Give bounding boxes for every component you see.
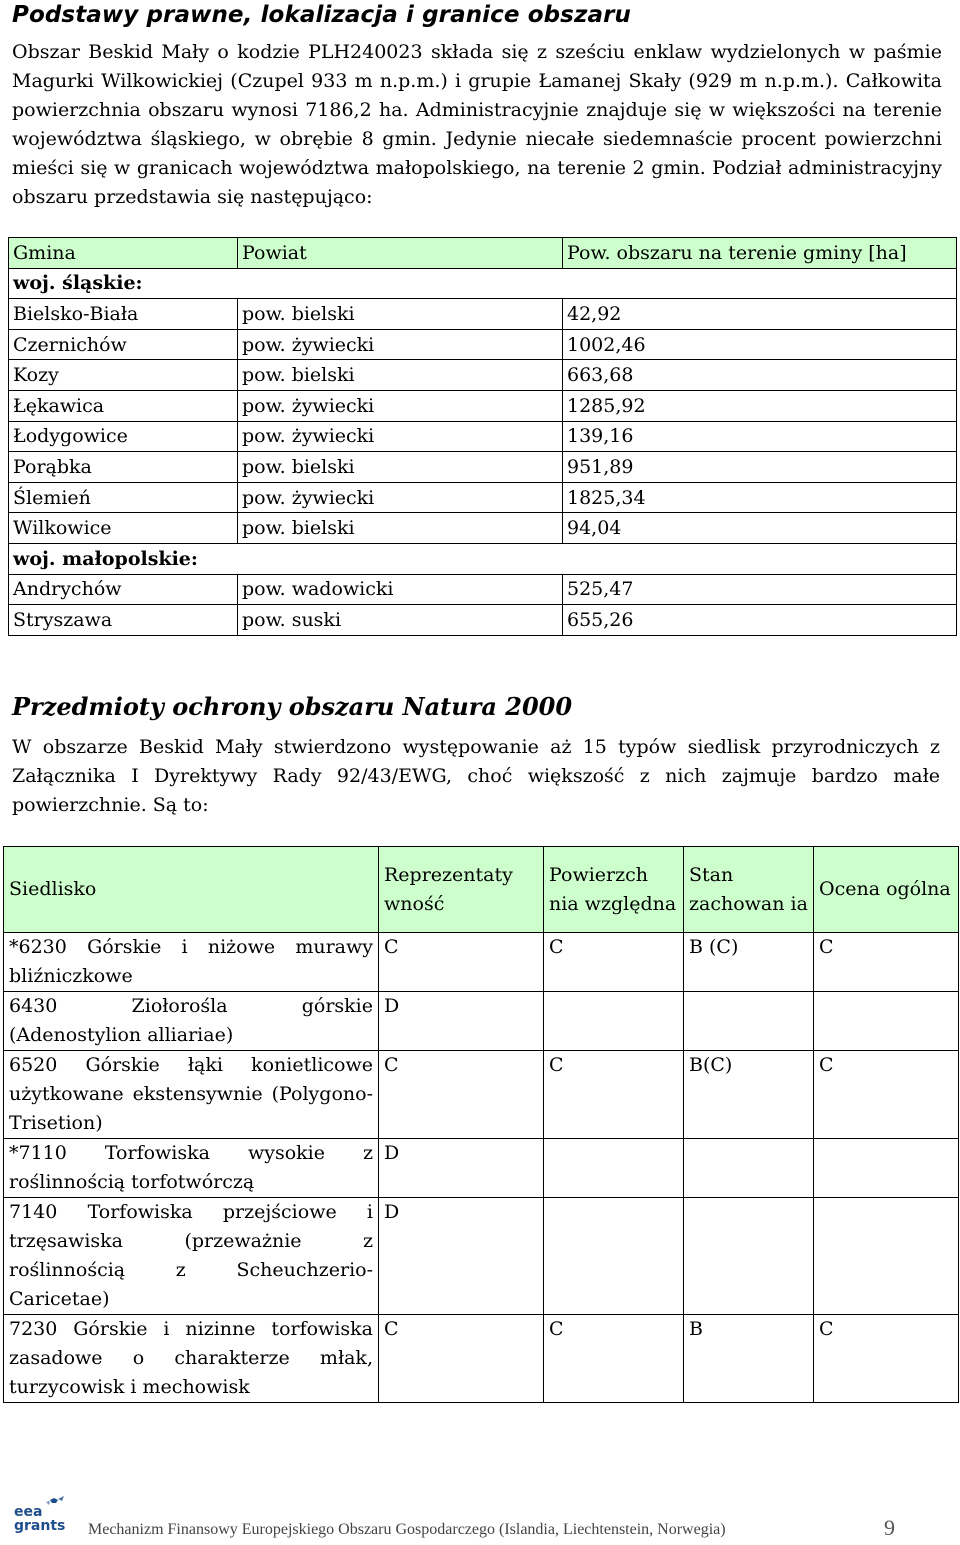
cell-powiat: pow. żywiecki [238,482,563,513]
cell-habitat: 6520 Górskie łąki konietlicowe użytkowane ekstensywnie (Polygono-Trisetion) [4,1051,379,1139]
table-row [9,390,957,421]
cell-gmina: Stryszawa [9,605,238,636]
svg-text:grants: grants [14,1518,66,1534]
cell-global [814,1139,959,1198]
cell-global: C [814,1051,959,1139]
cell-conservation: B (C) [684,933,814,992]
cell-powiat: pow. suski [238,605,563,636]
cell-relative-area: C [544,933,684,992]
cell-area: 525,47 [563,574,957,605]
cell-powiat: pow. bielski [238,513,563,544]
table-row [4,992,959,1051]
table-header-row [9,238,957,269]
cell-powiat: pow. żywiecki [238,329,563,360]
cell-conservation: B(C) [684,1051,814,1139]
table-row [4,1139,959,1198]
cell-area: 951,89 [563,452,957,483]
cell-area: 94,04 [563,513,957,544]
cell-powiat: pow. wadowicki [238,574,563,605]
cell-habitat: 7230 Górskie i nizinne torfowiska zasadowe o charakterze młak, turzycowisk i mechowisk [4,1315,379,1403]
table-row [9,605,957,636]
cell-conservation [684,992,814,1051]
table-row [9,299,957,330]
header-global: Ocena ogólna [814,847,959,933]
cell-conservation: B [684,1315,814,1403]
section-title-legal-basis: Podstawy prawne, lokalizacja i granice obszaru [12,2,631,28]
cell-habitat: *6230 Górskie i niżowe murawy bliźniczkowe [4,933,379,992]
cell-habitat: 7140 Torfowiska przejściowe i trzęsawiska (przeważnie z roślinnością z Scheuchzerio-Caricetae) [4,1198,379,1315]
header-representativity: Reprezentaty wność [379,847,544,933]
cell-representativity: D [379,1198,544,1315]
cell-area: 655,26 [563,605,957,636]
intro-paragraph: Obszar Beskid Mały o kodzie PLH240023 składa się z sześciu enklaw wydzielonych w paśmie Magurki Wilkowickiej (Czupel 933 m n.p.m.) i grupie Łamanej Skały (929 m n.p.m.). Całkowita powierzchnia obszaru wynosi 7186,2 ha. Administracyjnie znajduje się w większości na terenie województwa śląskiego, w obrębie 8 gmin. Jedynie niecałe siedemnaście procent powierzchni mieści się w granicach województwa małopolskiego, na terenie 2 gmin. Podział administracyjny obszaru przedstawia się następująco: [12,41,942,208]
cell-relative-area [544,992,684,1051]
table-row [4,933,959,992]
cell-gmina: Kozy [9,360,238,391]
cell-gmina: Ślemień [9,482,238,513]
header-habitat: Siedlisko [4,847,379,933]
eea-grants-logo [12,1496,82,1534]
header-relative-area: Powierzch nia względna [544,847,684,933]
table-row [4,1198,959,1315]
cell-habitat: 6430 Ziołorośla górskie (Adenostylion alliariae) [4,992,379,1051]
habitat-table [3,846,959,1403]
cell-relative-area: C [544,1315,684,1403]
cell-gmina: Łodygowice [9,421,238,452]
admin-division-table [8,237,957,636]
cell-powiat: pow. bielski [238,299,563,330]
table-row [4,1315,959,1403]
cell-powiat: pow. bielski [238,360,563,391]
cell-area: 663,68 [563,360,957,391]
cell-global [814,1198,959,1315]
table-row [9,482,957,513]
cell-gmina: Andrychów [9,574,238,605]
svg-text:eea: eea [14,1504,43,1520]
group-label: woj. małopolskie: [9,543,957,574]
table-row [9,421,957,452]
cell-gmina: Bielsko-Biała [9,299,238,330]
table-header-row [4,847,959,933]
cell-powiat: pow. bielski [238,452,563,483]
cell-representativity: C [379,1315,544,1403]
cell-powiat: pow. żywiecki [238,390,563,421]
cell-representativity: D [379,992,544,1051]
cell-global: C [814,1315,959,1403]
table-row [9,360,957,391]
cell-representativity: C [379,1051,544,1139]
cell-representativity: D [379,1139,544,1198]
cell-relative-area [544,1139,684,1198]
group-row-slaskie [9,268,957,299]
table-row [9,329,957,360]
group-row-malopolskie [9,543,957,574]
cell-gmina: Wilkowice [9,513,238,544]
cell-conservation [684,1139,814,1198]
section-title-protection: Przedmioty ochrony obszaru Natura 2000 [12,692,573,721]
cell-gmina: Czernichów [9,329,238,360]
header-conservation: Stan zachowan ia [684,847,814,933]
cell-gmina: Łękawica [9,390,238,421]
header-gmina: Gmina [9,238,238,269]
protection-paragraph: W obszarze Beskid Mały stwierdzono występowanie aż 15 typów siedlisk przyrodniczych z Załącznika I Dyrektywy Rady 92/43/EWG, choć większość z nich zajmuje bardzo małe powierzchnie. Są to: [12,736,940,816]
cell-area: 1285,92 [563,390,957,421]
cell-representativity: C [379,933,544,992]
table-row [9,452,957,483]
cell-conservation [684,1198,814,1315]
cell-area: 1002,46 [563,329,957,360]
cell-area: 1825,34 [563,482,957,513]
cell-global: C [814,933,959,992]
page-number: 9 [884,1515,895,1540]
table-row [4,1051,959,1139]
cell-global [814,992,959,1051]
header-area: Pow. obszaru na terenie gminy [ha] [563,238,957,269]
cell-relative-area: C [544,1051,684,1139]
group-label: woj. śląskie: [9,268,957,299]
table-row [9,574,957,605]
cell-powiat: pow. żywiecki [238,421,563,452]
table-row [9,513,957,544]
cell-gmina: Porąbka [9,452,238,483]
cell-area: 42,92 [563,299,957,330]
header-powiat: Powiat [238,238,563,269]
footer-text: Mechanizm Finansowy Europejskiego Obszaru Gospodarczego (Islandia, Liechtenstein, Norwegia) [88,1521,726,1538]
cell-area: 139,16 [563,421,957,452]
cell-habitat: *7110 Torfowiska wysokie z roślinnością torfotwórczą [4,1139,379,1198]
cell-relative-area [544,1198,684,1315]
